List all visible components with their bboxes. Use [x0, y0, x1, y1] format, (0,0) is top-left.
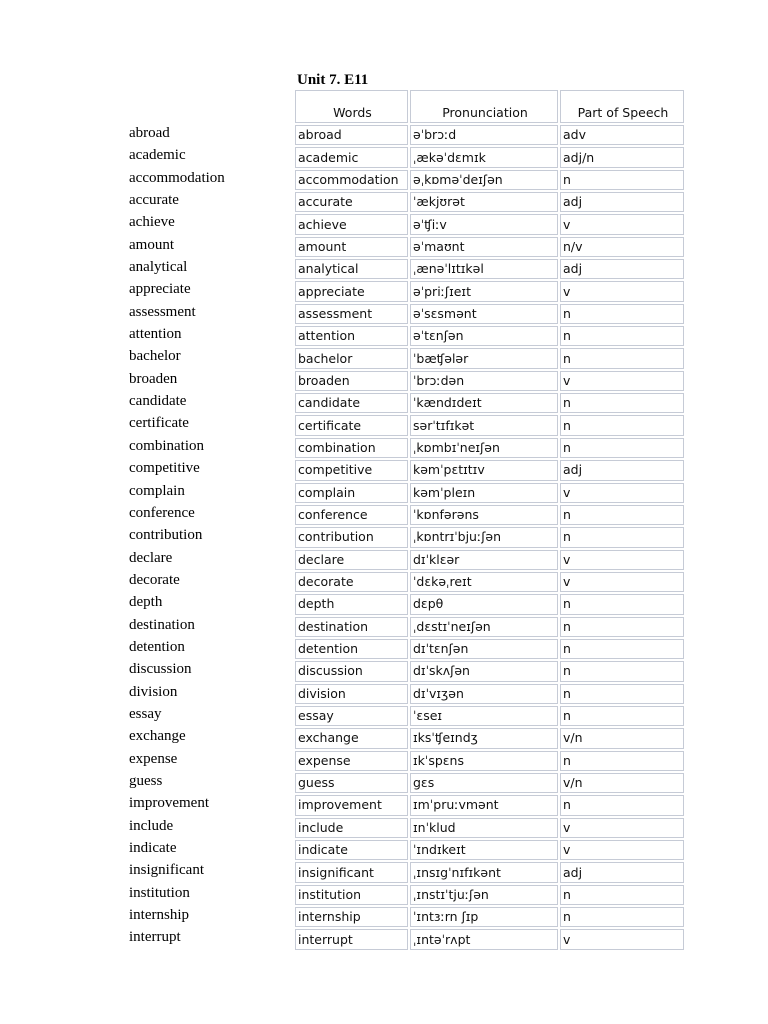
table-row: [295, 348, 684, 368]
table-row: [295, 751, 684, 771]
word-cell: decorate: [295, 572, 408, 592]
table-row: [295, 147, 684, 167]
list-item: interrupt: [129, 929, 181, 946]
list-item: abroad: [129, 125, 170, 141]
table-row: [295, 639, 684, 659]
list-item: discussion: [129, 661, 192, 678]
table-row: [295, 192, 684, 212]
word-cell: attention: [295, 326, 408, 346]
table-row: [295, 885, 684, 905]
pronunciation-cell: dɪˈklɛər: [410, 550, 558, 570]
list-item: include: [129, 817, 174, 834]
list-item: bachelor: [129, 348, 181, 365]
pronunciation-cell: ˈkɒnfərəns: [410, 505, 558, 525]
pronunciation-cell: ˈækjʊrət: [410, 192, 558, 212]
table-row: [295, 505, 684, 525]
word-cell: destination: [295, 617, 408, 637]
list-item: expense: [129, 750, 178, 767]
pronunciation-cell: əˈbrɔːd: [410, 125, 558, 145]
word-cell: accurate: [295, 192, 408, 212]
list-item: internship: [129, 907, 189, 924]
word-cell: certificate: [295, 415, 408, 435]
word-cell: competitive: [295, 460, 408, 480]
page-title: Unit 7. E11: [297, 72, 369, 88]
word-cell: amount: [295, 237, 408, 257]
part-of-speech-cell: v: [560, 818, 684, 838]
table-row: [295, 907, 684, 927]
part-of-speech-cell: n: [560, 661, 684, 681]
list-item: declare: [129, 549, 173, 566]
pronunciation-cell: əˌkɒməˈdeɪʃən: [410, 170, 558, 190]
list-item: complain: [129, 482, 185, 499]
list-item: appreciate: [129, 281, 191, 298]
pronunciation-cell: ˌɪnsɪgˈnɪfɪkənt: [410, 862, 558, 882]
list-item: conference: [129, 504, 195, 521]
pronunciation-cell: ˌækəˈdɛmɪk: [410, 147, 558, 167]
word-cell: achieve: [295, 214, 408, 234]
word-cell: assessment: [295, 304, 408, 324]
pronunciation-cell: dɪˈvɪʒən: [410, 684, 558, 704]
part-of-speech-cell: n: [560, 170, 684, 190]
part-of-speech-cell: n: [560, 907, 684, 927]
table-row: [295, 483, 684, 503]
word-cell: combination: [295, 438, 408, 458]
table-row: [295, 661, 684, 681]
word-cell: insignificant: [295, 862, 408, 882]
table-row: [295, 572, 684, 592]
part-of-speech-cell: v: [560, 929, 684, 949]
pronunciation-cell: əˈpriːʃɪeɪt: [410, 281, 558, 301]
pronunciation-cell: kəmˈpleɪn: [410, 483, 558, 503]
part-of-speech-cell: n: [560, 617, 684, 637]
pronunciation-cell: ˌkɒntrɪˈbjuːʃən: [410, 527, 558, 547]
word-cell: interrupt: [295, 929, 408, 949]
part-of-speech-cell: n: [560, 527, 684, 547]
pronunciation-cell: ˌɪntəˈrʌpt: [410, 929, 558, 949]
pronunciation-cell: əˈtɛnʃən: [410, 326, 558, 346]
list-item: destination: [129, 616, 195, 633]
list-item: detention: [129, 638, 185, 655]
list-item: achieve: [129, 214, 175, 231]
part-of-speech-cell: adj/n: [560, 147, 684, 167]
table-row: [295, 617, 684, 637]
word-cell: institution: [295, 885, 408, 905]
part-of-speech-cell: v: [560, 840, 684, 860]
table-row: [295, 304, 684, 324]
word-cell: bachelor: [295, 348, 408, 368]
table-row: [295, 594, 684, 614]
table-row: [295, 706, 684, 726]
word-cell: appreciate: [295, 281, 408, 301]
table-row: [295, 326, 684, 346]
word-cell: analytical: [295, 259, 408, 279]
table-row: [295, 684, 684, 704]
table-row: [295, 393, 684, 413]
part-of-speech-cell: n: [560, 348, 684, 368]
pronunciation-cell: dɪˈtɛnʃən: [410, 639, 558, 659]
table-row: [295, 237, 684, 257]
table-row: [295, 773, 684, 793]
part-of-speech-cell: n: [560, 326, 684, 346]
part-of-speech-cell: n: [560, 795, 684, 815]
list-item: insignificant: [129, 862, 204, 879]
pronunciation-cell: ˈɪndɪkeɪt: [410, 840, 558, 860]
pronunciation-cell: gɛs: [410, 773, 558, 793]
word-cell: candidate: [295, 393, 408, 413]
pronunciation-cell: kəmˈpɛtɪtɪv: [410, 460, 558, 480]
table-row: [295, 527, 684, 547]
pronunciation-cell: ˌɪnstɪˈtjuːʃən: [410, 885, 558, 905]
table-row: [295, 415, 684, 435]
word-cell: expense: [295, 751, 408, 771]
table-row: [295, 281, 684, 301]
part-of-speech-cell: n: [560, 393, 684, 413]
part-of-speech-cell: adj: [560, 192, 684, 212]
list-item: decorate: [129, 571, 180, 588]
list-item: broaden: [129, 370, 178, 387]
table-row: [295, 795, 684, 815]
part-of-speech-cell: v/n: [560, 773, 684, 793]
pronunciation-cell: ˈɛseɪ: [410, 706, 558, 726]
table-row: [295, 818, 684, 838]
pronunciation-cell: əˈmaʊnt: [410, 237, 558, 257]
part-of-speech-cell: v: [560, 281, 684, 301]
list-item: amount: [129, 236, 174, 253]
part-of-speech-cell: n: [560, 438, 684, 458]
table-row: [295, 125, 684, 145]
table-row: [295, 170, 684, 190]
list-item: indicate: [129, 840, 177, 856]
word-cell: depth: [295, 594, 408, 614]
part-of-speech-cell: v: [560, 550, 684, 570]
part-of-speech-cell: n: [560, 706, 684, 726]
pronunciation-cell: ɪkˈspɛns: [410, 751, 558, 771]
list-item: accurate: [129, 192, 179, 209]
list-item: academic: [129, 147, 186, 164]
word-list: [129, 122, 289, 949]
part-of-speech-cell: n: [560, 415, 684, 435]
word-cell: contribution: [295, 527, 408, 547]
pronunciation-cell: ɪksˈʧeɪndʒ: [410, 728, 558, 748]
list-item: accommodation: [129, 169, 225, 186]
word-cell: essay: [295, 706, 408, 726]
pronunciation-cell: ˌdɛstɪˈneɪʃən: [410, 617, 558, 637]
table-row: [295, 862, 684, 882]
list-item: assessment: [129, 303, 196, 320]
pronunciation-cell: sərˈtɪfɪkət: [410, 415, 558, 435]
pronunciation-cell: dɛpθ: [410, 594, 558, 614]
list-item: certificate: [129, 415, 189, 432]
table-row: [295, 929, 684, 949]
pronunciation-cell: əˈʧiːv: [410, 214, 558, 234]
list-item: institution: [129, 884, 190, 901]
list-item: contribution: [129, 527, 203, 544]
table-row: [295, 460, 684, 480]
word-cell: academic: [295, 147, 408, 167]
table-row: [295, 438, 684, 458]
list-item: improvement: [129, 795, 209, 812]
part-of-speech-cell: n: [560, 594, 684, 614]
word-cell: conference: [295, 505, 408, 525]
header-pronunciation: Pronunciation: [410, 90, 558, 123]
pronunciation-cell: əˈsɛsmənt: [410, 304, 558, 324]
vocabulary-table: [293, 88, 686, 952]
word-cell: indicate: [295, 840, 408, 860]
part-of-speech-cell: n: [560, 304, 684, 324]
part-of-speech-cell: n/v: [560, 237, 684, 257]
word-cell: include: [295, 818, 408, 838]
part-of-speech-cell: v: [560, 214, 684, 234]
part-of-speech-cell: adj: [560, 460, 684, 480]
list-item: candidate: [129, 393, 187, 410]
pronunciation-cell: ˈkændɪdeɪt: [410, 393, 558, 413]
part-of-speech-cell: n: [560, 505, 684, 525]
word-cell: discussion: [295, 661, 408, 681]
list-item: depth: [129, 594, 163, 611]
list-item: exchange: [129, 728, 186, 745]
table-row: [295, 550, 684, 570]
word-cell: broaden: [295, 371, 408, 391]
word-cell: detention: [295, 639, 408, 659]
part-of-speech-cell: n: [560, 684, 684, 704]
list-item: analytical: [129, 259, 188, 276]
word-cell: declare: [295, 550, 408, 570]
table-row: [295, 728, 684, 748]
pronunciation-cell: ˌkɒmbɪˈneɪʃən: [410, 438, 558, 458]
list-item: guess: [129, 772, 163, 789]
word-cell: internship: [295, 907, 408, 927]
table-row: [295, 840, 684, 860]
part-of-speech-cell: v: [560, 572, 684, 592]
pronunciation-cell: ˌænəˈlɪtɪkəl: [410, 259, 558, 279]
list-item: competitive: [129, 460, 200, 477]
list-item: division: [129, 683, 178, 700]
table-row: [295, 259, 684, 279]
part-of-speech-cell: n: [560, 639, 684, 659]
list-item: attention: [129, 326, 182, 343]
pronunciation-cell: ˈɪntɜːrn ʃɪp: [410, 907, 558, 927]
part-of-speech-cell: adj: [560, 259, 684, 279]
pronunciation-cell: ɪmˈpruːvmənt: [410, 795, 558, 815]
table-row: [295, 214, 684, 234]
word-cell: accommodation: [295, 170, 408, 190]
part-of-speech-cell: v: [560, 371, 684, 391]
part-of-speech-cell: n: [560, 751, 684, 771]
list-item: combination: [129, 437, 204, 454]
pronunciation-cell: ˈbrɔːdən: [410, 371, 558, 391]
pronunciation-cell: ˈdɛkəˌreɪt: [410, 572, 558, 592]
pronunciation-cell: ˈbæʧələr: [410, 348, 558, 368]
header-words: Words: [295, 90, 408, 123]
pronunciation-cell: dɪˈskʌʃən: [410, 661, 558, 681]
list-item: essay: [129, 705, 162, 722]
part-of-speech-cell: adj: [560, 862, 684, 882]
word-cell: improvement: [295, 795, 408, 815]
word-cell: complain: [295, 483, 408, 503]
word-cell: division: [295, 684, 408, 704]
table-header-row: [295, 90, 684, 123]
part-of-speech-cell: v/n: [560, 728, 684, 748]
table-row: [295, 371, 684, 391]
pronunciation-cell: ɪnˈklud: [410, 818, 558, 838]
word-cell: abroad: [295, 125, 408, 145]
word-cell: exchange: [295, 728, 408, 748]
word-cell: guess: [295, 773, 408, 793]
part-of-speech-cell: n: [560, 885, 684, 905]
header-part-of-speech: Part of Speech: [560, 90, 684, 123]
part-of-speech-cell: v: [560, 483, 684, 503]
part-of-speech-cell: adv: [560, 125, 684, 145]
